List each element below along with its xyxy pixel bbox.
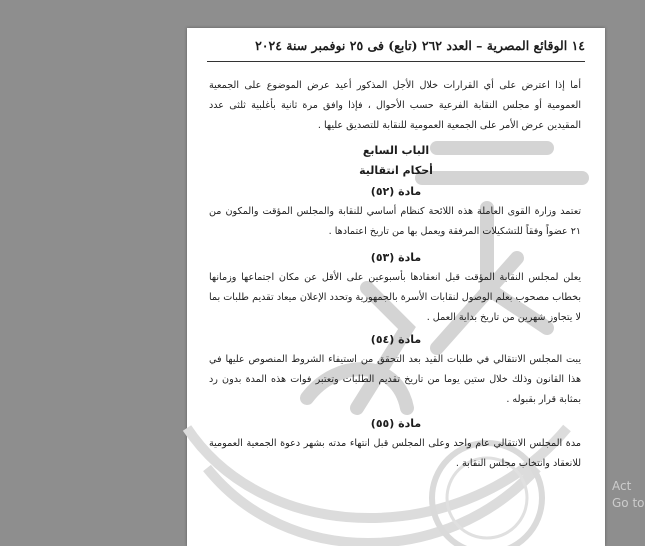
article-55-text: مدة المجلس الانتقالي عام واحد وعلى المجلس قبل انتهاء مدته بشهر دعوة الجمعية العمومية للانعقاد وانتخاب مجلس النقابة . bbox=[209, 438, 581, 469]
header-divider bbox=[207, 61, 585, 62]
article-53-text: يعلن لمجلس النقابة المؤقت قبل انعقادها بأسبوعين على الأقل عن مكان اجتماعها وزمانها بخطاب مصحوب بعلم الوصول لنقابات الأسرة بالجمهورية وتحدد الإعلان ميعاد تقديم طلبات بما لا يتجاوز شهرين من تاريخ بداية العمل . bbox=[209, 272, 581, 323]
article-54-heading: مادة (٥٤) bbox=[370, 333, 422, 346]
chapter-title: أحكام انتقالية bbox=[359, 164, 433, 177]
article-55-heading: مادة (٥٥) bbox=[370, 417, 422, 430]
document-page bbox=[187, 28, 605, 546]
windows-activation-watermark bbox=[612, 478, 645, 512]
article-52-heading: مادة (٥٢) bbox=[370, 185, 422, 198]
article-52-text: تعتمد وزارة القوى العاملة هذه اللائحة كنظام أساسي للنقابة والمجلس المؤقت والمكون من ٢١ عضواً وفقاً للتشكيلات المرفقة ويعمل بها من تاريخ اعتمادها . bbox=[209, 206, 581, 237]
article-53-heading: مادة (٥٣) bbox=[370, 251, 422, 264]
chapter-heading: الباب السابع bbox=[362, 144, 430, 157]
article-54-text: يبت المجلس الانتقالي في طلبات القيد بعد التحقق من استيفاء الشروط المنصوص عليها في هذا القانون وذلك خلال ستين يوما من تاريخ تقديم الطلبات وتعتبر فوات هذه المدة بدون رد بمثابة قرار بقبوله . bbox=[209, 354, 581, 405]
activation-line-1: Act bbox=[612, 479, 632, 493]
paragraph-intro: أما إذا اعترض على أي القرارات خلال الأجل المذكور أعيد عرض الموضوع على الجمعية العمومية أو مجلس النقابة الفرعية حسب الأحوال ، فإذا وافق مرة ثانية بأغلبية ثلثى عدد المقيدين عرض الأمر على الجمعية العمومية للنقابة للتصديق عليها . bbox=[209, 80, 581, 131]
page-header: ١٤ الوقائع المصرية – العدد ٢٦٢ (تابع) فى ٢٥ نوفمبر سنة ٢٠٢٤ bbox=[255, 38, 585, 53]
activation-line-2: Go to bbox=[612, 496, 645, 510]
